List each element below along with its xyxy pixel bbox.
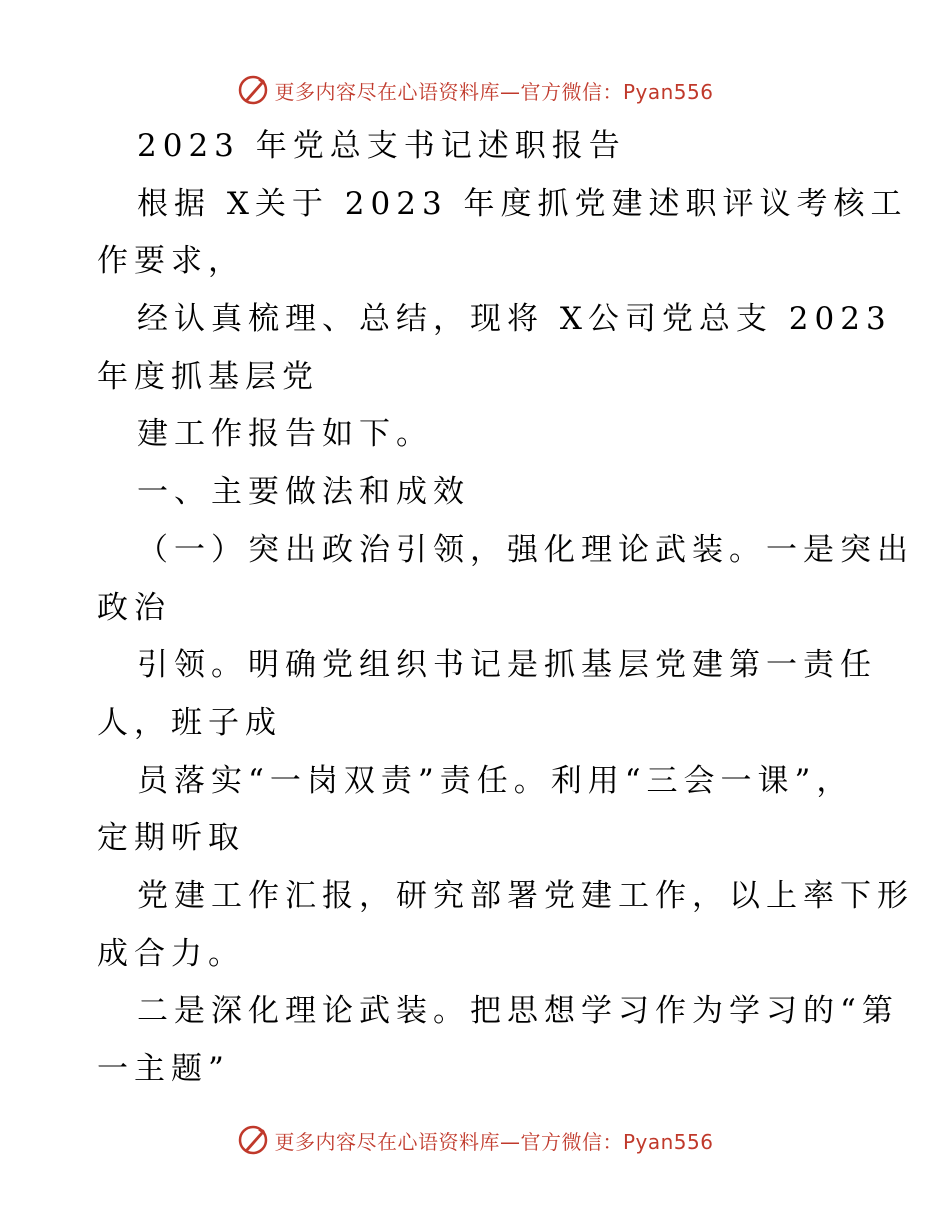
- document-title: 2023 年党总支书记述职报告: [137, 128, 626, 164]
- quill-seal-icon: [236, 1123, 270, 1157]
- footer-banner-text: 更多内容尽在心语资料库—官方微信：Pyan556: [274, 1129, 714, 1154]
- paragraph-line: 成合力。: [97, 935, 245, 972]
- paragraph-line: 二是深化理论武装。把思想学习作为学习的“第: [137, 993, 899, 1030]
- paragraph-line: 作要求，: [97, 243, 245, 280]
- document-body: [97, 118, 914, 1099]
- header-banner-text: 更多内容尽在心语资料库—官方微信：Pyan556: [274, 79, 714, 104]
- paragraph-line: （一）突出政治引领，强化理论武装。一是突出: [137, 531, 914, 568]
- paragraph-line: 年度抓基层党: [97, 358, 319, 395]
- paragraph-line: 定期听取: [97, 820, 245, 857]
- paragraph-line: 根据 X关于 2023 年度抓党建述职评议考核工: [137, 185, 908, 222]
- paragraph-line: 人，班子成: [97, 704, 282, 741]
- header-banner: [0, 70, 950, 110]
- paragraph-line: 引领。明确党组织书记是抓基层党建第一责任: [137, 647, 877, 684]
- footer-banner: [0, 1120, 950, 1160]
- paragraph-line: 员落实“一岗双责”责任。利用“三会一课”，: [137, 762, 854, 799]
- quill-seal-icon: [236, 73, 270, 107]
- paragraph-line: 建工作报告如下。: [137, 416, 433, 453]
- section-heading: 一、主要做法和成效: [137, 474, 470, 511]
- paragraph-line: 经认真梳理、总结，现将 X公司党总支 2023: [137, 301, 892, 338]
- paragraph-line: 一主题”: [97, 1051, 230, 1087]
- paragraph-line: 政治: [97, 589, 171, 626]
- paragraph-line: 党建工作汇报，研究部署党建工作，以上率下形: [137, 877, 914, 914]
